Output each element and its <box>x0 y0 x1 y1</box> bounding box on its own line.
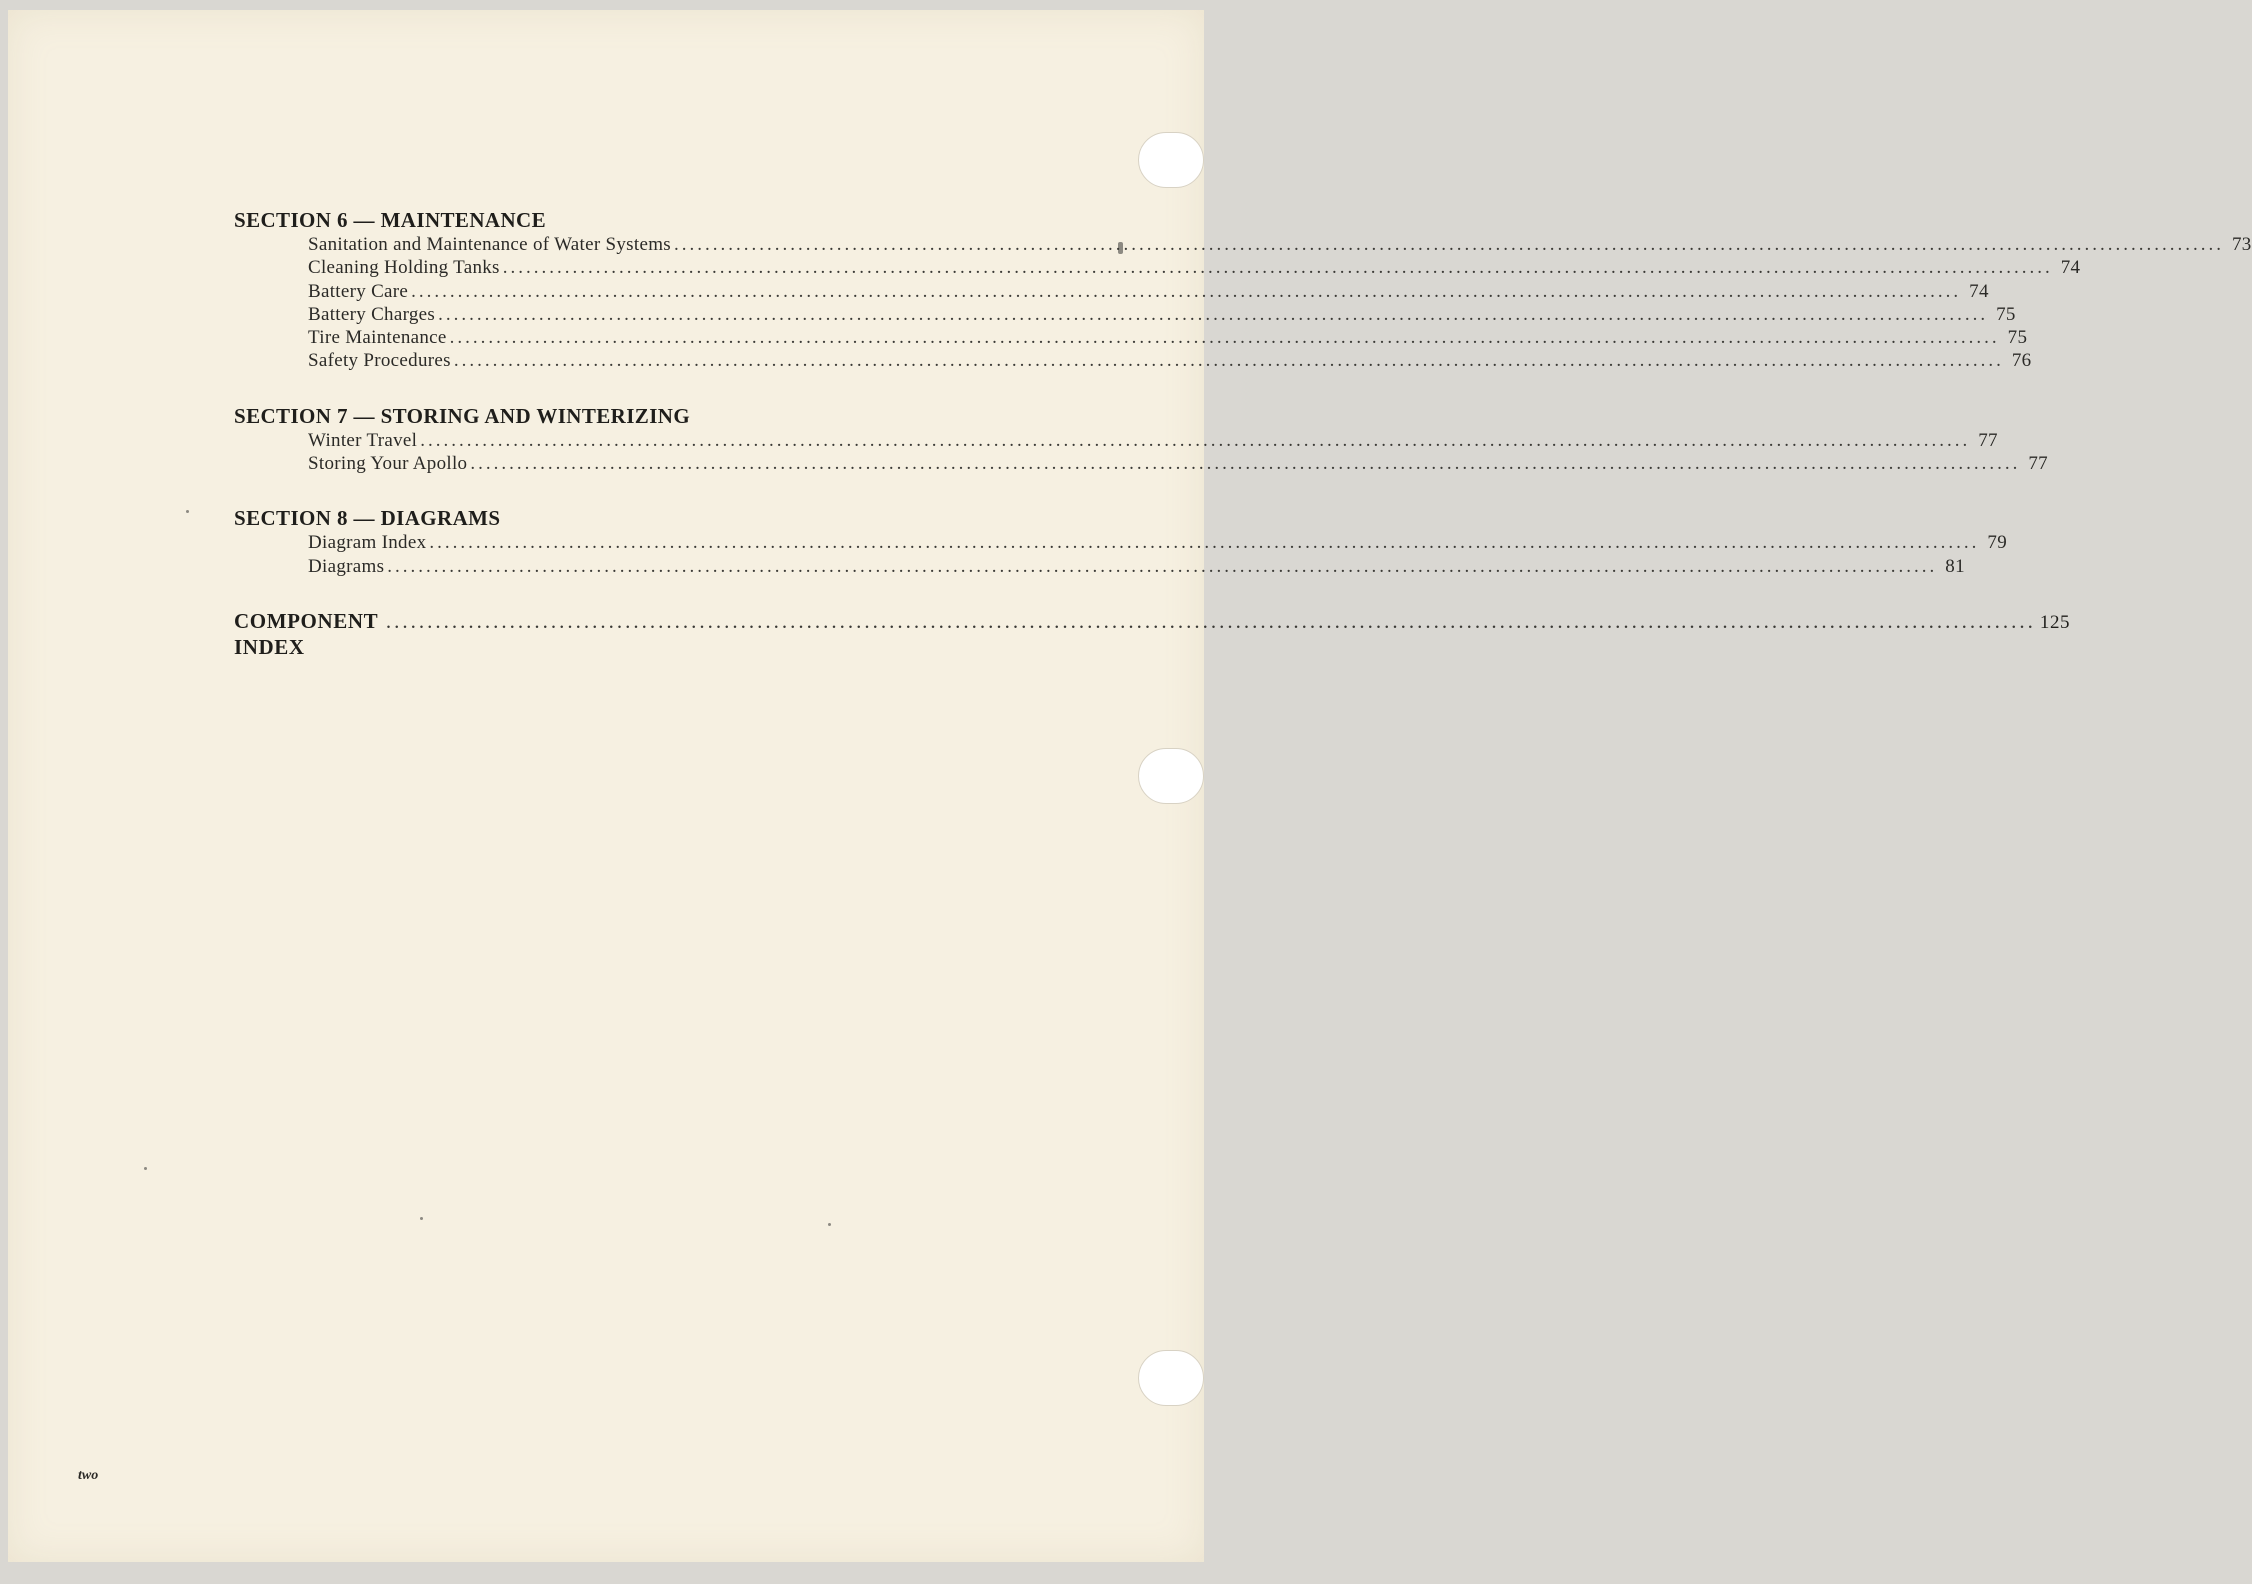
toc-entry <box>234 280 1989 303</box>
entry-page: 73 <box>2231 234 2252 255</box>
dot-leader: ........................................................................................................................................................................................................ <box>420 429 1971 451</box>
page-number-footer: two <box>78 1468 99 1483</box>
component-index-label: COMPONENT INDEX <box>234 608 378 659</box>
toc-entry <box>234 303 2016 326</box>
dot-leader: ........................................................................................................................................................................................................ <box>385 608 2036 633</box>
dot-leader: ........................................................................................................................................................................................................ <box>470 453 2021 475</box>
binder-hole-middle <box>1138 748 1204 804</box>
entry-page: 77 <box>1978 429 1998 451</box>
entry-label: Winter Travel <box>308 429 418 451</box>
dot-leader: ........................................................................................................................................................................................................ <box>449 327 2000 349</box>
entry-page: 79 <box>1987 532 2007 554</box>
section-title: SECTION 8 — DIAGRAMS <box>234 506 501 531</box>
entry-page: 77 <box>2028 453 2048 475</box>
entry-page: 75 <box>2007 327 2028 349</box>
section-title: SECTION 6 — MAINTENANCE <box>234 208 546 232</box>
component-index-entry <box>234 608 2071 660</box>
dot-leader: ........................................................................................................................................................................................................ <box>673 234 2224 255</box>
dot-leader: ........................................................................................................................................................................................................ <box>453 350 2004 372</box>
toc-entry <box>234 452 2048 475</box>
entry-label: Diagrams <box>308 555 385 577</box>
entry-label: Battery Charges <box>308 303 436 325</box>
section-title: SECTION 7 — STORING AND WINTERIZING <box>234 403 691 428</box>
component-index-page: 125 <box>2039 611 2071 633</box>
toc-entry <box>234 233 2252 256</box>
entry-label: Cleaning Holding Tanks <box>308 257 500 279</box>
binder-hole-top <box>1138 132 1204 188</box>
dot-leader: ........................................................................................................................................................................................................ <box>411 280 1962 302</box>
toc-section-8 <box>234 505 2007 578</box>
entry-page: 81 <box>1945 555 1965 577</box>
entry-page: 76 <box>2011 350 2032 372</box>
paper-speck <box>828 1223 831 1226</box>
paper-speck <box>186 510 189 513</box>
table-of-contents <box>234 207 2252 660</box>
binder-hole-bottom <box>1138 1350 1204 1406</box>
toc-entry <box>234 326 2028 349</box>
dot-leader: ........................................................................................................................................................................................................ <box>387 555 1938 577</box>
entry-label: Tire Maintenance <box>308 327 447 349</box>
toc-entry <box>234 429 1998 452</box>
entry-label: Safety Procedures <box>308 350 451 372</box>
toc-entry <box>234 531 2007 554</box>
entry-page: 74 <box>2060 257 2081 279</box>
dot-leader: ........................................................................................................................................................................................................ <box>429 532 1980 554</box>
toc-section-7 <box>234 403 2048 476</box>
entry-label: Diagram Index <box>308 532 427 554</box>
dot-leader: ........................................................................................................................................................................................................ <box>502 257 2053 279</box>
entry-label: Storing Your Apollo <box>308 453 468 475</box>
dot-leader: ........................................................................................................................................................................................................ <box>438 303 1989 325</box>
entry-label: Battery Care <box>308 280 409 302</box>
toc-entry <box>234 555 1965 578</box>
paper-speck <box>420 1217 423 1220</box>
entry-label: Sanitation and Maintenance of Water Systems <box>308 234 671 255</box>
document-page <box>8 10 2252 1562</box>
entry-page: 75 <box>1996 303 2016 325</box>
paper-speck <box>144 1167 147 1170</box>
toc-section-6 <box>234 207 2252 373</box>
toc-entry <box>234 349 2032 372</box>
entry-page: 74 <box>1969 280 1989 302</box>
toc-entry <box>234 256 2081 279</box>
